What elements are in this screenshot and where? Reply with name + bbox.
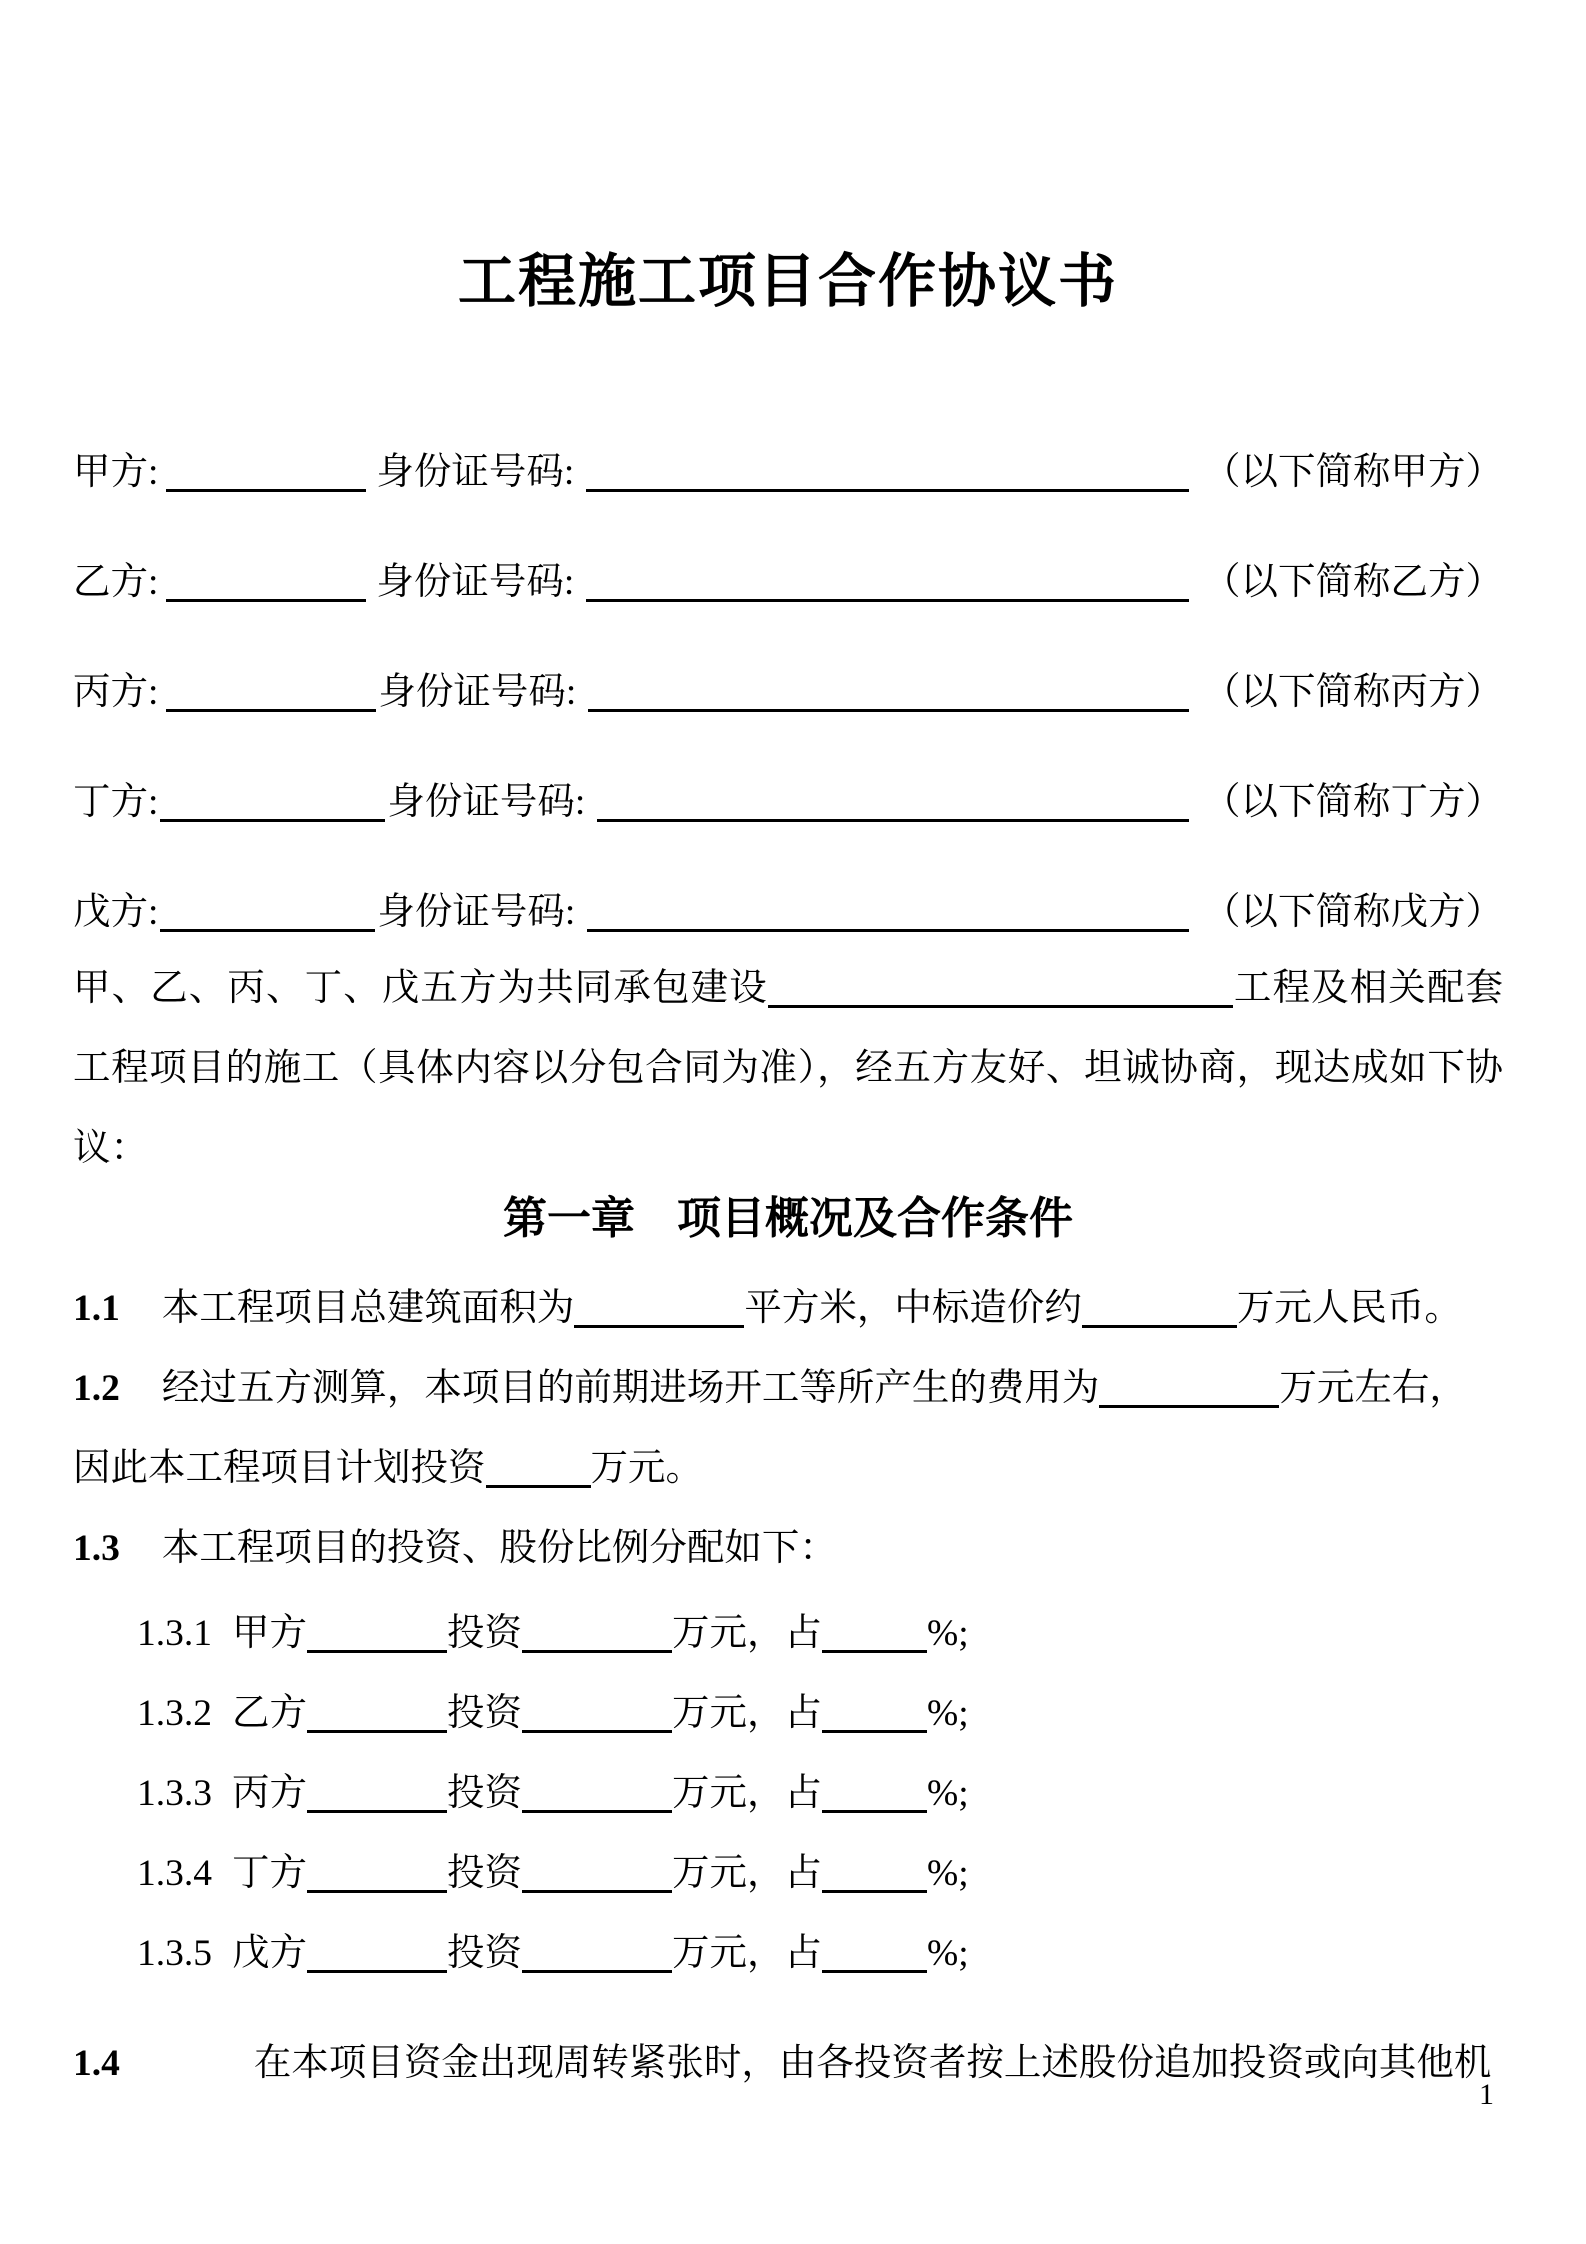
intro-text-after: 工程及相关配套工程项目的施工（具体内容以分包合同为准），经五方友好、坦诚协商，现达成如下协议： [73, 968, 1504, 1169]
blank-line [822, 1730, 927, 1733]
party-name: 乙方 [232, 1693, 307, 1734]
party-note: （以下简称乙方） [1203, 562, 1503, 603]
section-1-2 [73, 1349, 1503, 1429]
section-text: 平方米，中标造价约 [744, 1288, 1082, 1329]
party-row-dingfang [73, 780, 1503, 826]
blank-line [522, 1970, 672, 1973]
party-label: 甲方: [73, 452, 159, 493]
id-number-label: 身份证号码: [376, 562, 575, 603]
percent-label: %; [927, 1853, 969, 1894]
intro-text-before: 甲、乙、丙、丁、戊五方为共同承包建设 [73, 968, 768, 1009]
intro-paragraph [73, 949, 1503, 1189]
blank-line [166, 599, 366, 602]
blank-line [822, 1650, 927, 1653]
id-number-label: 身份证号码: [387, 782, 586, 823]
party-name: 丙方 [232, 1773, 307, 1814]
blank-line [307, 1730, 447, 1733]
party-note: （以下简称甲方） [1203, 452, 1503, 493]
blank-line [597, 819, 1189, 822]
section-text: 本工程项目总建筑面积为 [161, 1288, 575, 1329]
party-note: （以下简称丙方） [1203, 672, 1503, 713]
party-name: 戊方 [232, 1933, 307, 1974]
item-number: 1.3.3 [137, 1773, 212, 1814]
blank-line [307, 1970, 447, 1973]
blank-line [522, 1890, 672, 1893]
party-row-jiafang [73, 450, 1503, 496]
item-number: 1.3.5 [137, 1933, 212, 1974]
section-text: 因此本工程项目计划投资 [73, 1448, 486, 1489]
section-text: 万元。 [590, 1448, 703, 1489]
id-number-label: 身份证号码: [377, 892, 576, 933]
section-1-4 [73, 2024, 1503, 2104]
blank-line [160, 819, 385, 822]
section-text: 本工程项目的投资、股份比例分配如下： [161, 1528, 837, 1569]
section-text: 万元人民币。 [1236, 1288, 1462, 1329]
parties-section [73, 450, 1503, 936]
blank-line [822, 1810, 927, 1813]
party-note: （以下简称丁方） [1203, 782, 1503, 823]
invest-label: 投资 [447, 1933, 522, 1974]
blank-line [522, 1650, 672, 1653]
share-item-1-3-2 [137, 1674, 1503, 1754]
party-name: 丁方 [232, 1853, 307, 1894]
section-number: 1.1 [73, 1288, 120, 1329]
percent-label: %; [927, 1773, 969, 1814]
blank-line [586, 489, 1189, 492]
section-number: 1.2 [73, 1368, 120, 1409]
section-1-2-continuation [73, 1429, 1503, 1509]
party-row-yifang [73, 560, 1503, 606]
blank-line [160, 929, 375, 932]
party-label: 丙方: [73, 672, 159, 713]
invest-label: 投资 [447, 1613, 522, 1654]
section-text: 万元左右， [1279, 1368, 1467, 1409]
invest-label: 投资 [447, 1693, 522, 1734]
blank-line [768, 1005, 1233, 1008]
section-1-1 [73, 1269, 1503, 1349]
party-label: 戊方: [73, 892, 159, 933]
unit-label: 万元，占 [672, 1613, 822, 1654]
share-item-1-3-4 [137, 1834, 1503, 1914]
blank-line [486, 1485, 591, 1488]
id-number-label: 身份证号码: [378, 672, 577, 713]
blank-line [166, 489, 366, 492]
party-row-wufang [73, 890, 1503, 936]
blank-line [822, 1890, 927, 1893]
invest-label: 投资 [447, 1773, 522, 1814]
section-number: 1.4 [73, 2043, 120, 2084]
page-number: 1 [1479, 2078, 1494, 2111]
id-number-label: 身份证号码: [376, 452, 575, 493]
blank-line [587, 929, 1189, 932]
chapter-heading [73, 1189, 1503, 1249]
unit-label: 万元，占 [672, 1853, 822, 1894]
unit-label: 万元，占 [672, 1773, 822, 1814]
share-item-1-3-1 [137, 1594, 1503, 1674]
item-number: 1.3.4 [137, 1853, 212, 1894]
percent-label: %; [927, 1933, 969, 1974]
share-allocation-list [73, 1594, 1503, 1994]
section-1-3 [73, 1509, 1503, 1589]
percent-label: %; [927, 1613, 969, 1654]
blank-line [307, 1810, 447, 1813]
section-number: 1.3 [73, 1528, 120, 1569]
blank-line [586, 599, 1189, 602]
invest-label: 投资 [447, 1853, 522, 1894]
blank-line [1082, 1325, 1237, 1328]
unit-label: 万元，占 [672, 1933, 822, 1974]
blank-line [522, 1730, 672, 1733]
blank-line [307, 1890, 447, 1893]
section-text: 经过五方测算，本项目的前期进场开工等所产生的费用为 [161, 1368, 1100, 1409]
blank-line [166, 709, 376, 712]
party-note: （以下简称戊方） [1203, 892, 1503, 933]
share-item-1-3-5 [137, 1914, 1503, 1994]
party-label: 丁方: [73, 782, 159, 823]
share-item-1-3-3 [137, 1754, 1503, 1834]
blank-line [822, 1970, 927, 1973]
sections-block [73, 1269, 1503, 2104]
chapter-number: 第一章 [503, 1194, 635, 1243]
blank-line [1099, 1405, 1279, 1408]
item-number: 1.3.2 [137, 1693, 212, 1734]
party-label: 乙方: [73, 562, 159, 603]
item-number: 1.3.1 [137, 1613, 212, 1654]
unit-label: 万元，占 [672, 1693, 822, 1734]
section-text: 在本项目资金出现周转紧张时，由各投资者按上述股份追加投资或向其他机 [253, 2043, 1492, 2084]
blank-line [307, 1650, 447, 1653]
blank-line [522, 1810, 672, 1813]
percent-label: %; [927, 1693, 969, 1734]
party-name: 甲方 [232, 1613, 307, 1654]
blank-line [574, 1325, 744, 1328]
blank-line [588, 709, 1189, 712]
party-row-bingfang [73, 670, 1503, 716]
chapter-title: 项目概况及合作条件 [677, 1194, 1073, 1243]
document-title: 工程施工项目合作协议书 [457, 249, 1118, 314]
